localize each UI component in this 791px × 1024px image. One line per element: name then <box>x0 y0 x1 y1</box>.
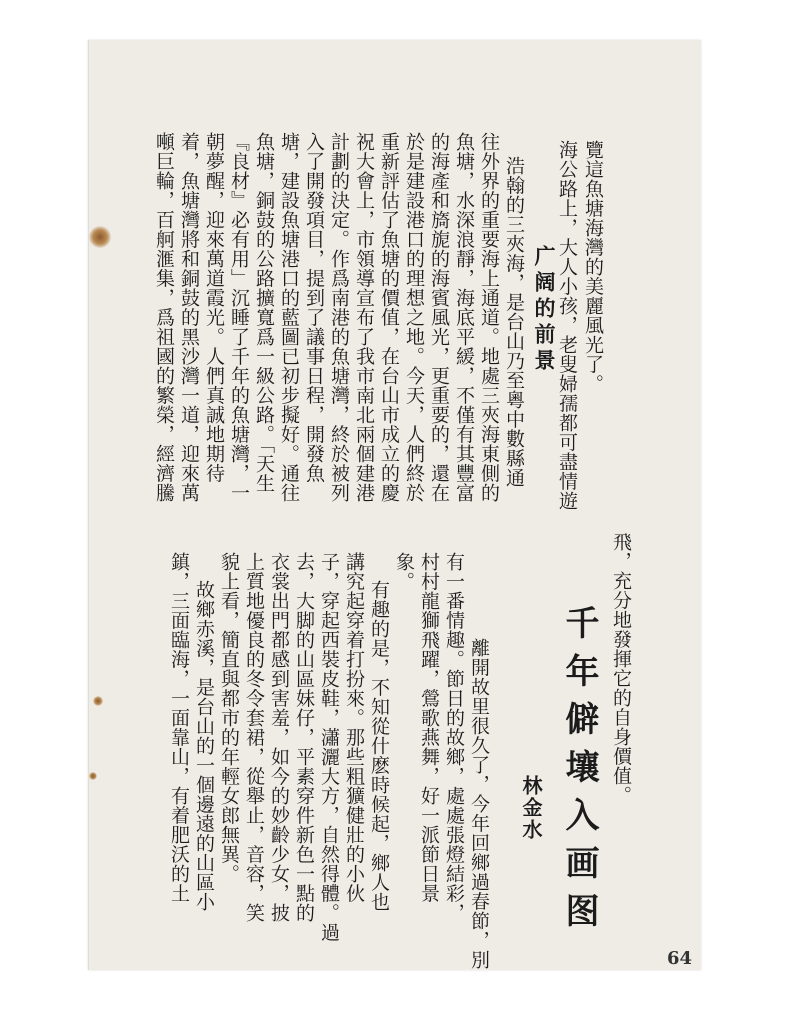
document-page <box>88 40 701 970</box>
text-column: 計劃的決定。作爲南港的魚塘灣，終於被列 <box>328 132 350 503</box>
text-column: 海公路上，大人小孩，老叟婦孺都可盡情遊 <box>556 140 578 511</box>
text-column: 講究起穿着打扮來。那些粗獷健壯的小伙 <box>343 552 365 903</box>
text-column: 離開故里很久了，今年回鄉過春節，別 <box>468 638 490 970</box>
text-column: 入了開發項目，提到了議事日程，開發魚 <box>303 132 325 483</box>
text-column: 往外界的重要海上通道。地處三夾海東側的 <box>478 132 500 503</box>
text-column: 於是建設港口的理想之地。今天，人們終於 <box>403 132 425 503</box>
binding-hole-mark <box>89 226 111 248</box>
text-column: 飛，充分地發揮它的自身價值。 <box>610 532 632 805</box>
text-column: 覽這魚塘海灣的美麗風光了。 <box>582 140 604 394</box>
article-author: 林金水 <box>519 775 543 841</box>
text-column: 貌上看，簡直與都市的年輕女郎無異。 <box>218 552 240 884</box>
text-column: 塘，建設魚塘港口的藍圖已初步擬好。通往 <box>278 132 300 503</box>
text-column: 象。 <box>393 552 415 591</box>
text-column: 村村龍獅飛躍，鶯歌燕舞，好一派節日景 <box>418 552 440 903</box>
text-column: 噸巨輪，百舸滙集，爲祖國的繁榮，經濟騰 <box>153 132 175 503</box>
text-column: 衣裳出門都感到害羞，如今的妙齡少女，披 <box>268 552 290 923</box>
text-column: 『良材』必有用」沉睡了千年的魚塘灣，一 <box>228 132 250 503</box>
binding-hole-mark <box>89 772 97 780</box>
text-column: 鎮，三面臨海，一面靠山，有着肥沃的土 <box>168 552 190 903</box>
text-column: 祝大會上，市領導宣布了我市南北兩個建港 <box>353 132 375 503</box>
page-number: 64 <box>667 948 693 969</box>
text-column: 上質地優良的冬令套裙，從舉止，音容，笑 <box>243 552 265 923</box>
text-column: 着，魚塘灣將和銅鼓的黑沙灣一道，迎來萬 <box>178 132 200 503</box>
text-column: 朝夢醒，迎來萬道霞光。人們真誠地期待 <box>203 132 225 483</box>
text-column: 重新評估了魚塘的價值，在台山市成立的慶 <box>378 132 400 503</box>
article-title: 千年僻壤入画图 <box>559 605 599 941</box>
section-heading: 广阔的前景 <box>532 245 557 375</box>
text-column: 的海產和旖旎的海賓風光，更重要的，還在 <box>428 132 450 503</box>
binding-hole-mark <box>93 696 103 706</box>
text-column: 魚塘，銅鼓的公路擴寬爲一級公路。「天生 <box>253 132 275 493</box>
text-column: 有一番情趣。節日的故鄉，處處張燈結彩， <box>443 552 465 923</box>
text-column: 有趣的是，不知從什麽時候起，鄉人也 <box>368 580 390 912</box>
text-column: 去，大脚的山區妹仔，平素穿件新色一點的 <box>293 552 315 923</box>
text-column: 故鄉赤溪，是台山的一個邊遠的山區小 <box>193 580 215 912</box>
text-column: 浩翰的三夾海，是台山乃至粵中數縣通 <box>503 156 525 488</box>
text-column: 子，穿起西裝皮鞋，瀟灑大方，自然得體。過 <box>318 552 340 942</box>
text-column: 魚塘，水深浪靜，海底平緩，不僅有其豐富 <box>453 132 475 503</box>
